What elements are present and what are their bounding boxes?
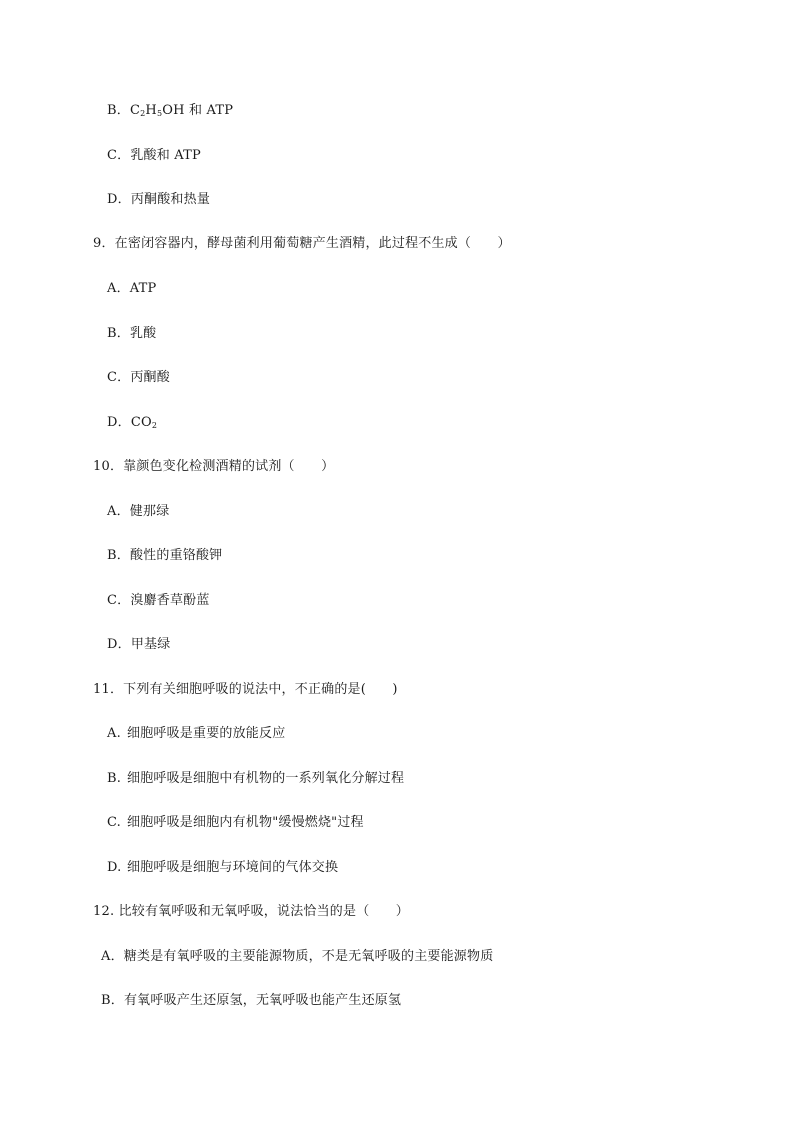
q12-stem: 12. 比较有氧呼吸和无氧呼吸，说法恰当的是（ ） — [93, 904, 410, 919]
option-letter: B. — [107, 771, 122, 786]
option-text: 细胞呼吸是重要的放能反应 — [127, 726, 286, 741]
option-text: 溴麝香草酚蓝 — [130, 593, 210, 608]
formula-c: C — [129, 103, 141, 118]
option-letter: B． — [107, 103, 130, 118]
option-text: 丙酮酸 — [130, 370, 170, 385]
option-letter: A． — [107, 504, 130, 519]
option-letter: B． — [107, 326, 130, 341]
option-text: 甲基绿 — [130, 637, 171, 652]
option-letter: C． — [107, 148, 131, 163]
option-text: 细胞呼吸是细胞内有机物"缓慢燃烧"过程 — [127, 815, 364, 830]
option-letter: A． — [107, 281, 130, 296]
option-letter: A. — [107, 726, 121, 741]
option-text: 糖类是有氧呼吸的主要能源物质，不是无氧呼吸的主要能源物质 — [123, 949, 494, 964]
q9-option-b — [107, 325, 156, 343]
q11-stem: 11．下列有关细胞呼吸的说法中，不正确的是( ) — [93, 682, 398, 697]
option-letter: C. — [107, 815, 122, 830]
q8-option-d — [107, 191, 210, 209]
option-text: 有氧呼吸产生还原氢，无氧呼吸也能产生还原氢 — [123, 993, 402, 1008]
option-text: 乳酸 — [129, 326, 157, 341]
option-text: ATP — [129, 281, 157, 296]
option-text: 细胞呼吸是细胞与环境间的气体交换 — [127, 860, 339, 875]
option-letter: A． — [101, 949, 124, 964]
option-text: 健那绿 — [129, 504, 170, 519]
option-letter: B． — [107, 548, 130, 563]
q8-option-c — [107, 147, 201, 165]
q8-option-b — [107, 102, 233, 120]
q9-option-a — [107, 280, 157, 298]
q11-option-a — [107, 725, 285, 743]
subscript: 2 — [140, 109, 146, 118]
option-text: 酸性的重铬酸钾 — [129, 548, 223, 563]
q10-option-c — [107, 592, 210, 610]
option-letter: D． — [107, 192, 131, 207]
option-letter: B． — [101, 993, 124, 1008]
option-letter: C． — [107, 370, 131, 385]
q12-option-a — [101, 948, 493, 966]
q9-stem: 9．在密闭容器内，酵母菌利用葡萄糖产生酒精，此过程不生成（ ） — [93, 236, 511, 251]
subscript: 2 — [151, 421, 158, 430]
q9-option-c — [107, 369, 170, 387]
q10-option-b — [107, 547, 222, 565]
q11-option-b — [107, 770, 404, 788]
q11-option-d — [107, 859, 338, 877]
q12-option-b — [101, 992, 401, 1010]
option-letter: D． — [107, 637, 131, 652]
q9-option-d — [107, 414, 157, 432]
q10-stem: 10．靠颜色变化检测酒精的试剂（ ） — [93, 459, 335, 474]
formula-h: H — [145, 103, 157, 118]
q11-option-c — [107, 814, 364, 832]
q10-option-a — [107, 503, 169, 521]
option-letter: C． — [107, 593, 131, 608]
option-text: OH 和 ATP — [162, 103, 234, 118]
q10-option-d — [107, 636, 170, 654]
option-letter: D. — [107, 860, 122, 875]
option-text: 细胞呼吸是细胞中有机物的一系列氧化分解过程 — [127, 771, 405, 786]
option-text: 丙酮酸和热量 — [130, 192, 211, 207]
subscript: 5 — [156, 109, 163, 118]
option-letter: D． — [107, 415, 131, 430]
option-text: 乳酸和 ATP — [130, 148, 201, 163]
formula-co: CO — [130, 415, 152, 430]
